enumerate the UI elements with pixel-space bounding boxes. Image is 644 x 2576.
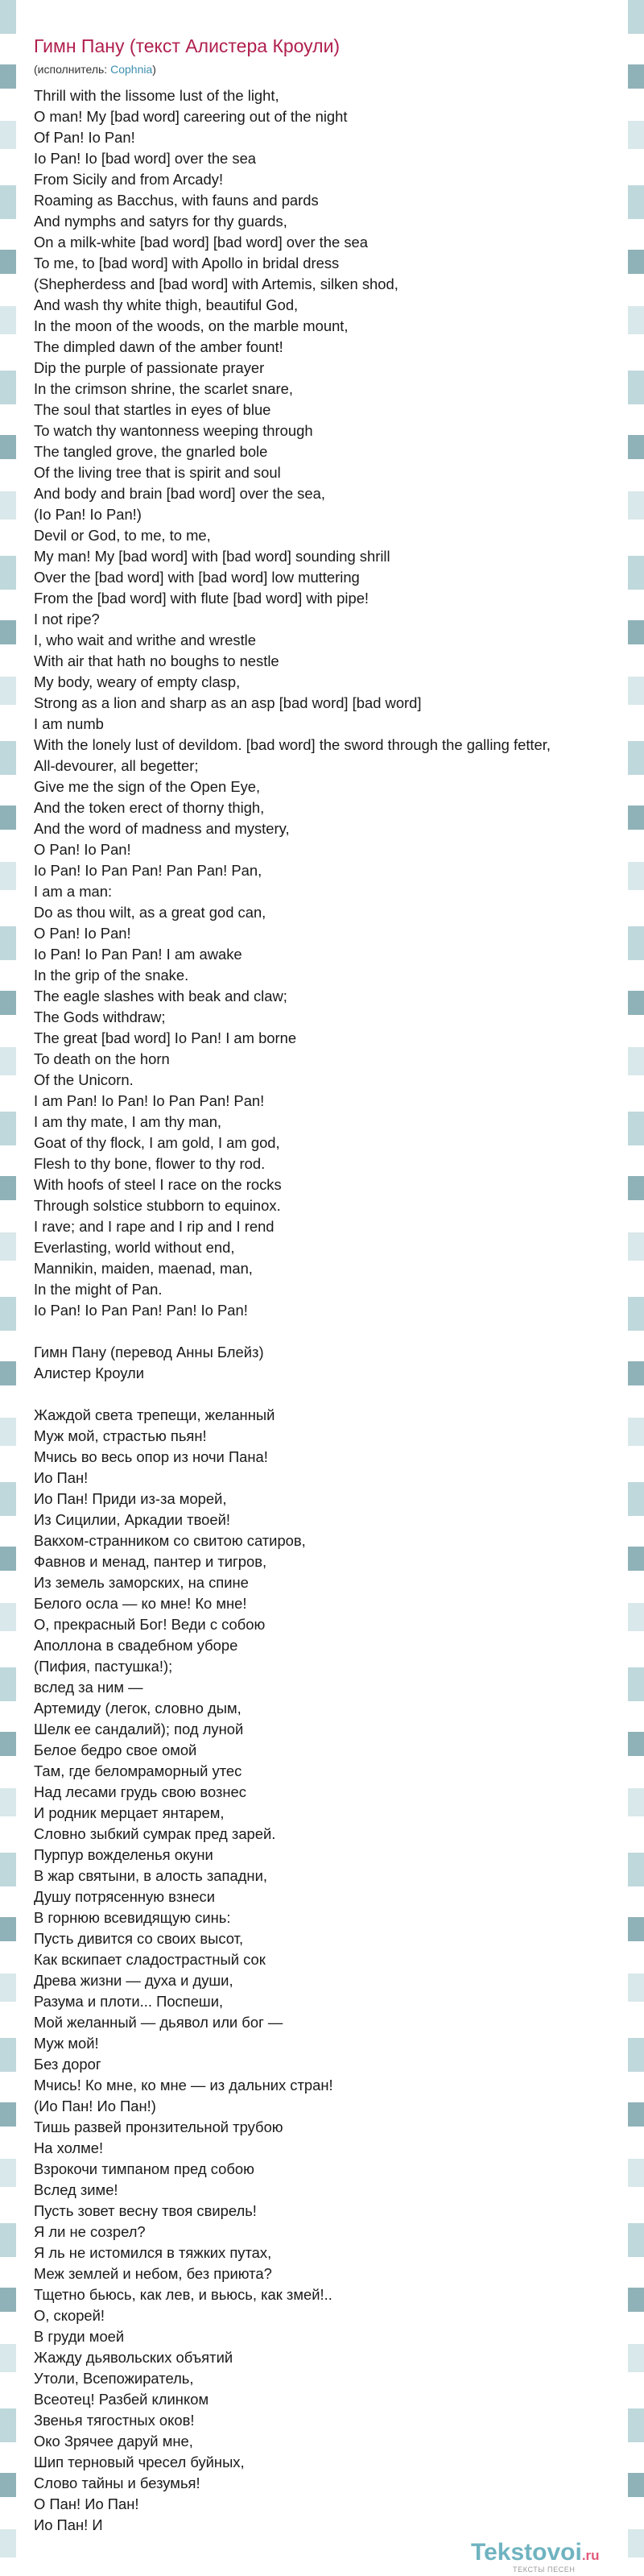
lyric-line: The tangled grove, the gnarled bole (34, 443, 268, 460)
lyric-line: Io Pan! Io Pan Pan! Pan Pan! Pan, (34, 862, 262, 879)
lyrics-text (34, 85, 618, 2536)
lyric-line: На холме! (34, 2139, 104, 2156)
performer-suffix: ) (152, 63, 156, 76)
lyric-line: I not ripe? (34, 611, 100, 627)
lyric-line: From the [bad word] with flute [bad word] with pipe! (34, 590, 369, 607)
lyric-line: Everlasting, world without end, (34, 1239, 235, 1256)
lyric-line: Strong as a lion and sharp as an asp [bad word] [bad word] (34, 694, 422, 711)
lyric-line: My man! My [bad word] with [bad word] sounding shrill (34, 548, 390, 565)
lyric-line: In the might of Pan. (34, 1281, 163, 1298)
logo-tagline: ТЕКСТЫ ПЕСЕН (513, 2566, 576, 2574)
lyric-line: Ио Пан! И (34, 2516, 103, 2533)
lyric-line: The soul that startles in eyes of blue (34, 401, 271, 418)
lyric-line: В груди моей (34, 2328, 125, 2345)
lyric-line: Roaming as Bacchus, with fauns and pards (34, 192, 319, 209)
lyric-line: On a milk-white [bad word] [bad word] over the sea (34, 234, 369, 251)
lyric-line: Through solstice stubborn to equinox. (34, 1197, 281, 1214)
lyric-line: Душу потрясенную взнеси (34, 1888, 215, 1905)
left-decor-stripes (0, 0, 16, 2576)
lyric-line: Алистер Кроули (34, 1365, 145, 1381)
lyric-line: Шип терновый чресел буйных, (34, 2454, 245, 2470)
lyric-line: Звенья тягостных оков! (34, 2412, 195, 2429)
lyric-line: The Gods withdraw; (34, 1008, 166, 1025)
lyric-line: (Ио Пан! Ио Пан!) (34, 2098, 156, 2114)
lyric-line: Io Pan! Io Pan Pan! Pan! Io Pan! (34, 1302, 248, 1319)
lyric-line: Над лесами грудь свою вознес (34, 1783, 246, 1800)
content-panel (24, 0, 620, 2576)
lyric-line: И родник мерцает янтарем, (34, 1804, 225, 1821)
lyric-line: Меж землей и небом, без приюта? (34, 2265, 272, 2282)
lyric-line: Словно зыбкий сумрак пред зарей. (34, 1825, 276, 1842)
lyric-line: Там, где беломраморный утес (34, 1762, 242, 1779)
lyric-line: Без дорог (34, 2056, 101, 2073)
lyric-line: To me, to [bad word] with Apollo in bridal dress (34, 255, 340, 271)
lyric-line: Взрокочи тимпаном пред собою (34, 2160, 254, 2177)
lyric-line: Я ль не истомился в тяжких путах, (34, 2244, 272, 2261)
lyric-line: And body and brain [bad word] over the sea, (34, 485, 325, 502)
right-decor-stripes (628, 0, 644, 2576)
lyric-line: Ио Пан! Приди из-за морей, (34, 1490, 227, 1507)
lyric-line: (Пифия, пастушка!); (34, 1658, 173, 1675)
site-logo[interactable] (471, 2539, 644, 2573)
lyric-line: Фавнов и менад, пантер и тигров, (34, 1553, 267, 1570)
lyric-line: I am a man: (34, 883, 113, 900)
logo-name: Tekstovoi (471, 2539, 582, 2566)
lyric-line: From Sicily and from Arcady! (34, 171, 224, 188)
lyric-line: Io Pan! Io Pan Pan! I am awake (34, 946, 242, 963)
lyric-line: And nymphs and satyrs for thy guards, (34, 213, 287, 230)
lyric-line: Муж мой! (34, 2035, 99, 2052)
lyric-line: With the lonely lust of devildom. [bad word] the sword through the galling fetter, (34, 736, 551, 753)
lyric-line: Do as thou wilt, as a great god can, (34, 904, 266, 921)
lyric-line: Я ли не созрел? (34, 2223, 146, 2240)
lyric-line: вслед за ним — (34, 1679, 143, 1696)
logo-tld: .ru (581, 2548, 600, 2563)
lyric-line: Пусть дивится со своих высот, (34, 1930, 244, 1947)
performer-line (34, 63, 156, 76)
lyric-line: Всеотец! Разбей клинком (34, 2391, 209, 2408)
lyric-line: I rave; and I rape and I rip and I rend (34, 1218, 275, 1235)
lyric-line: О, скорей! (34, 2307, 105, 2324)
lyric-line: Of the Unicorn. (34, 1071, 134, 1088)
lyric-line: And the word of madness and mystery, (34, 820, 290, 837)
lyric-line: O man! My [bad word] careering out of the night (34, 108, 348, 125)
lyric-line: Слово тайны и безумья! (34, 2475, 200, 2491)
lyric-line: With air that hath no boughs to nestle (34, 652, 279, 669)
lyric-line: Гимн Пану (перевод Анны Блейз) (34, 1344, 264, 1360)
lyric-line: Белое бедро свое омой (34, 1741, 197, 1758)
lyric-line: The eagle slashes with beak and claw; (34, 988, 287, 1004)
lyric-line: (Shepherdess and [bad word] with Artemis, silken shod, (34, 275, 398, 292)
lyric-line: And wash thy white thigh, beautiful God, (34, 296, 299, 313)
lyric-line: Мчись! Ко мне, ко мне — из дальних стран! (34, 2077, 333, 2094)
lyric-line: Жажду дьявольских объятий (34, 2349, 233, 2366)
lyric-line: О, прекрасный Бог! Веди с собою (34, 1616, 266, 1633)
lyric-line: In the crimson shrine, the scarlet snare, (34, 380, 293, 397)
lyric-line: Mannikin, maiden, maenad, man, (34, 1260, 253, 1277)
lyric-line: In the moon of the woods, on the marble mount, (34, 317, 349, 334)
performer-link[interactable]: Cophnia (110, 63, 153, 76)
lyric-line: Древа жизни — духа и души, (34, 1972, 233, 1989)
lyric-line: O Pan! Io Pan! (34, 925, 131, 942)
lyric-line: Of Pan! Io Pan! (34, 129, 135, 146)
lyric-line: Из земель заморских, на спине (34, 1574, 249, 1591)
lyric-line: All-devourer, all begetter; (34, 757, 199, 774)
lyric-line (34, 1384, 618, 1405)
logo-text (471, 2539, 600, 2566)
lyric-line: Око Зрячее даруй мне, (34, 2433, 193, 2450)
lyric-line: With hoofs of steel I race on the rocks (34, 1176, 282, 1193)
lyric-line: To death on the horn (34, 1050, 170, 1067)
lyric-line: Артемиду (легок, словно дым, (34, 1700, 242, 1717)
lyric-line: Пусть зовет весну твоя свирель! (34, 2202, 257, 2219)
page-title: Гимн Пану (текст Алистера Кроули) (34, 35, 341, 56)
lyric-line (34, 1321, 618, 1342)
lyric-line: I, who wait and writhe and wrestle (34, 632, 256, 648)
lyric-line: Thrill with the lissome lust of the light, (34, 87, 279, 104)
lyric-line: My body, weary of empty clasp, (34, 673, 241, 690)
lyric-line: О Пан! Ио Пан! (34, 2495, 139, 2512)
lyric-line: Devil or God, to me, to me, (34, 527, 211, 544)
lyric-line: And the token erect of thorny thigh, (34, 799, 265, 816)
lyric-line: Утоли, Всепожиратель, (34, 2370, 194, 2387)
lyric-line: In the grip of the snake. (34, 967, 189, 984)
lyric-line: Муж мой, страстью пьян! (34, 1427, 207, 1444)
lyric-line: Тщетно бьюсь, как лев, и вьюсь, как змей!.. (34, 2286, 332, 2303)
lyric-line: The dimpled dawn of the amber fount! (34, 338, 283, 355)
lyric-line: Io Pan! Io [bad word] over the sea (34, 150, 257, 167)
lyric-line: I am thy mate, I am thy man, (34, 1113, 222, 1130)
lyric-line: O Pan! Io Pan! (34, 841, 131, 858)
lyric-line: Вакхом-странником со свитою сатиров, (34, 1532, 306, 1549)
lyric-line: Dip the purple of passionate prayer (34, 359, 265, 376)
lyric-line: Разума и плоти... Поспеши, (34, 1993, 224, 2010)
performer-prefix: (исполнитель: (34, 63, 111, 76)
lyric-line: Вслед зиме! (34, 2181, 118, 2198)
lyric-line: To watch thy wantonness weeping through (34, 422, 313, 439)
lyric-line: I am Pan! Io Pan! Io Pan Pan! Pan! (34, 1092, 265, 1109)
lyric-line: Жаждой света трепещи, желанный (34, 1406, 275, 1423)
lyric-line: В жар святыни, в алость западни, (34, 1867, 267, 1884)
lyric-line: Белого осла — ко мне! Ко мне! (34, 1595, 247, 1612)
lyric-line: I am numb (34, 715, 104, 732)
lyric-line: Как вскипает сладострастный сок (34, 1951, 266, 1968)
lyric-line: Over the [bad word] with [bad word] low muttering (34, 569, 360, 586)
lyric-line: Пурпур вожделенья окуни (34, 1846, 213, 1863)
lyric-line: Тишь развей пронзительной трубою (34, 2118, 283, 2135)
lyric-line: Шелк ее сандалий); под луной (34, 1721, 244, 1737)
lyric-line: Flesh to thy bone, flower to thy rod. (34, 1155, 266, 1172)
lyric-line: Мчись во весь опор из ночи Пана! (34, 1448, 268, 1465)
lyric-line: Мой желанный — дьявол или бог — (34, 2014, 283, 2031)
lyric-line: В горнюю всевидящую синь: (34, 1909, 231, 1926)
lyric-line: Of the living tree that is spirit and soul (34, 464, 281, 481)
lyric-line: The great [bad word] Io Pan! I am borne (34, 1029, 297, 1046)
lyric-line: Ио Пан! (34, 1469, 89, 1486)
lyric-line: Give me the sign of the Open Eye, (34, 778, 261, 795)
lyric-line: Из Сицилии, Аркадии твоей! (34, 1511, 230, 1528)
lyric-line: (Io Pan! Io Pan!) (34, 506, 142, 523)
lyric-line: Goat of thy flock, I am gold, I am god, (34, 1134, 280, 1151)
lyric-line: Аполлона в свадебном уборе (34, 1637, 238, 1654)
